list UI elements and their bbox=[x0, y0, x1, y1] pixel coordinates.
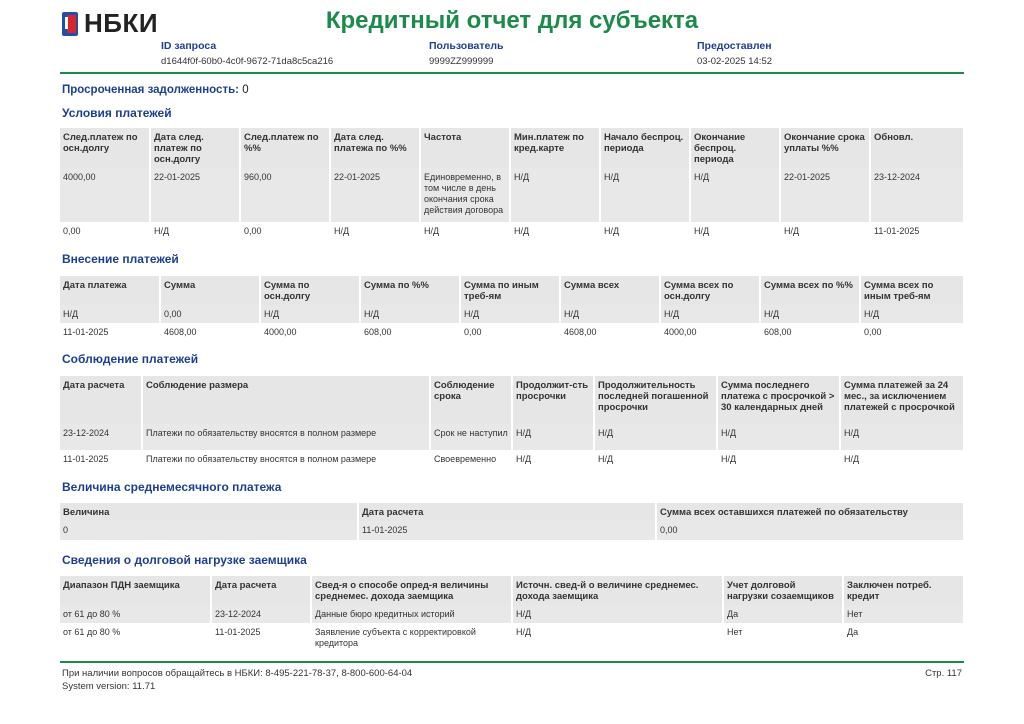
table-row bbox=[60, 605, 963, 623]
table-header-row bbox=[60, 503, 963, 521]
table-cell: 23-12-2024 bbox=[60, 424, 142, 450]
page-number: Стр. 117 bbox=[925, 668, 962, 679]
table-cell: Н/Д bbox=[690, 222, 780, 242]
footer-version: System version: 11.71 bbox=[62, 681, 156, 692]
overdue-value: 0 bbox=[242, 84, 249, 96]
table-row bbox=[60, 222, 963, 242]
column-header: Дата след. платеж по осн.долгу bbox=[150, 128, 240, 168]
column-header: След.платеж по %% bbox=[240, 128, 330, 168]
overdue-label: Просроченная задолженность: bbox=[62, 84, 239, 96]
table-cell: Платежи по обязательству вносятся в полном размере bbox=[142, 450, 430, 470]
column-header: Свед-я о способе опред-я величины среднемес. дохода заемщика bbox=[311, 576, 512, 605]
table-cell: 4000,00 bbox=[660, 323, 760, 341]
column-header: Дата расчета bbox=[60, 376, 142, 424]
request-meta bbox=[161, 40, 981, 70]
table-cell: Н/Д bbox=[512, 450, 594, 470]
table-cell: Н/Д bbox=[150, 222, 240, 242]
table-row bbox=[60, 168, 963, 222]
column-header: Учет долговой нагрузки созаемщиков bbox=[723, 576, 843, 605]
table-cell: 22-01-2025 bbox=[780, 168, 870, 222]
table-cell: 22-01-2025 bbox=[150, 168, 240, 222]
table-cell: Н/Д bbox=[420, 222, 510, 242]
table-cell: Н/Д bbox=[600, 168, 690, 222]
provided-block bbox=[697, 40, 772, 67]
column-header: Окончание беспроц. периода bbox=[690, 128, 780, 168]
table-cell: Н/Д bbox=[60, 305, 160, 323]
table-cell: 0,00 bbox=[860, 323, 963, 341]
table-cell: Н/Д bbox=[512, 623, 723, 652]
column-header: Величина bbox=[60, 503, 358, 521]
table-cell: 23-12-2024 bbox=[211, 605, 311, 623]
table-cell: 11-01-2025 bbox=[870, 222, 963, 242]
table-cell: Платежи по обязательству вносятся в полном размере bbox=[142, 424, 430, 450]
table-cell: Н/Д bbox=[860, 305, 963, 323]
table-cell: Н/Д bbox=[510, 222, 600, 242]
table-cell: 11-01-2025 bbox=[358, 521, 656, 540]
column-header: Мин.платеж по кред.карте bbox=[510, 128, 600, 168]
column-header: Заключен потреб. кредит bbox=[843, 576, 963, 605]
column-header: Сумма всех по иным треб-ям bbox=[860, 276, 963, 305]
column-header: Частота bbox=[420, 128, 510, 168]
column-header: Дата след. платежа по %% bbox=[330, 128, 420, 168]
table-cell: Н/Д bbox=[510, 168, 600, 222]
table-row bbox=[60, 424, 963, 450]
table-cell: 11-01-2025 bbox=[63, 327, 109, 337]
table-cell: 960,00 bbox=[240, 168, 330, 222]
column-header: Сумма последнего платежа с просрочкой > 30 календарных дней bbox=[717, 376, 840, 424]
column-header: Продолжительность последней погашенной просрочки bbox=[594, 376, 717, 424]
table-cell: Своевременно bbox=[430, 450, 512, 470]
table-cell: 4000,00 bbox=[260, 323, 360, 341]
table-cell: 11-01-2025 bbox=[63, 454, 109, 464]
footer-divider bbox=[60, 661, 964, 663]
section-title-compliance: Соблюдение платежей bbox=[62, 352, 199, 366]
request-id-block bbox=[161, 40, 333, 67]
column-header: Дата платежа bbox=[60, 276, 160, 305]
column-header: Сумма по %% bbox=[360, 276, 460, 305]
compliance-table bbox=[60, 376, 963, 470]
table-cell: от 61 до 80 % bbox=[63, 627, 121, 637]
table-cell: Данные бюро кредитных историй bbox=[311, 605, 512, 623]
column-header: Начало беспроц. периода bbox=[600, 128, 690, 168]
table-cell: 608,00 bbox=[360, 323, 460, 341]
payments-made-table bbox=[60, 276, 963, 341]
table-cell: Н/Д bbox=[360, 305, 460, 323]
table-row bbox=[60, 521, 963, 540]
table-cell: Н/Д bbox=[717, 450, 840, 470]
section-title-avg-payment: Величина среднемесячного платежа bbox=[62, 480, 282, 494]
table-cell: Н/Д bbox=[690, 168, 780, 222]
request-id-value: d1644f0f-60b0-4c0f-9672-71da8c5ca216 bbox=[161, 56, 334, 67]
column-header: Продолжит-сть просрочки bbox=[512, 376, 594, 424]
column-header: Сумма всех bbox=[560, 276, 660, 305]
user-value: 9999ZZ999999 bbox=[429, 56, 494, 67]
table-cell: Н/Д bbox=[840, 424, 963, 450]
table-cell: 4608,00 bbox=[160, 323, 260, 341]
table-row bbox=[60, 323, 963, 341]
user-block bbox=[429, 40, 503, 67]
user-label: Пользователь bbox=[429, 40, 504, 52]
logo-text: НБКИ bbox=[84, 8, 159, 38]
provided-label: Предоставлен bbox=[697, 40, 772, 52]
avg-payment-table bbox=[60, 503, 963, 540]
column-header: Соблюдение размера bbox=[142, 376, 430, 424]
payment-terms-table bbox=[60, 128, 963, 242]
table-cell: Да bbox=[843, 623, 963, 652]
footer-contact: При наличии вопросов обращайтесь в НБКИ: 8-495-221-78-37, 8-800-600-64-04 bbox=[62, 668, 413, 679]
table-cell: 11-01-2025 bbox=[211, 623, 311, 652]
column-header: Сумма по осн.долгу bbox=[260, 276, 360, 305]
table-cell: Н/Д bbox=[560, 305, 660, 323]
column-header: Сумма всех по %% bbox=[760, 276, 860, 305]
table-cell: Н/Д bbox=[600, 222, 690, 242]
column-header: Дата расчета bbox=[358, 503, 656, 521]
page-title: Кредитный отчет для субъекта bbox=[325, 7, 699, 34]
column-header: Окончание срока уплаты %% bbox=[780, 128, 870, 168]
column-header: Сумма платежей за 24 мес., за исключением платежей с просрочкой bbox=[840, 376, 963, 424]
table-cell: 22-01-2025 bbox=[330, 168, 420, 222]
table-cell: Н/Д bbox=[460, 305, 560, 323]
table-header-row bbox=[60, 128, 963, 168]
table-row bbox=[60, 305, 963, 323]
column-header: Сумма по иным треб-ям bbox=[460, 276, 560, 305]
overdue-debt bbox=[62, 84, 249, 96]
section-title-payments-made: Внесение платежей bbox=[62, 252, 179, 266]
table-row bbox=[60, 450, 963, 470]
table-cell: 0 bbox=[60, 521, 358, 540]
table-cell: Н/Д bbox=[760, 305, 860, 323]
table-cell: Н/Д bbox=[260, 305, 360, 323]
table-cell: 0,00 bbox=[160, 305, 260, 323]
table-cell: 0,00 bbox=[656, 521, 963, 540]
request-id-label: ID запроса bbox=[161, 40, 217, 52]
table-cell: Нет bbox=[723, 623, 843, 652]
section-title-debt-load: Сведения о долговой нагрузке заемщика bbox=[62, 553, 307, 567]
provided-value: 03-02-2025 14:52 bbox=[697, 56, 773, 67]
table-cell: 608,00 bbox=[760, 323, 860, 341]
table-cell: 0,00 bbox=[240, 222, 330, 242]
table-cell: Н/Д bbox=[330, 222, 420, 242]
table-header-row bbox=[60, 576, 963, 605]
table-cell: Срок не наступил bbox=[430, 424, 512, 450]
column-header: Диапазон ПДН заемщика bbox=[60, 576, 211, 605]
column-header: След.платеж по осн.долгу bbox=[60, 128, 150, 168]
table-cell: Н/Д bbox=[512, 424, 594, 450]
table-header-row bbox=[60, 276, 963, 305]
table-cell: 23-12-2024 bbox=[870, 168, 963, 222]
table-cell: Н/Д bbox=[717, 424, 840, 450]
column-header: Соблюдение срока bbox=[430, 376, 512, 424]
table-cell: от 61 до 80 % bbox=[60, 605, 211, 623]
table-cell: Н/Д bbox=[840, 450, 963, 470]
table-row bbox=[60, 623, 963, 652]
column-header: Источн. свед-й о величине среднемес. дохода заемщика bbox=[512, 576, 723, 605]
debt-load-table bbox=[60, 576, 963, 652]
column-header: Обновл. bbox=[870, 128, 963, 168]
column-header: Дата расчета bbox=[211, 576, 311, 605]
table-cell: Н/Д bbox=[780, 222, 870, 242]
column-header: Сумма bbox=[160, 276, 260, 305]
column-header: Сумма всех по осн.долгу bbox=[660, 276, 760, 305]
table-cell: 0,00 bbox=[63, 226, 81, 236]
table-cell: Нет bbox=[843, 605, 963, 623]
table-cell: Единовременно, в том числе в день окончания срока действия договора bbox=[420, 168, 510, 222]
table-cell: Н/Д bbox=[594, 450, 717, 470]
column-header: Сумма всех оставшихся платежей по обязательству bbox=[656, 503, 963, 521]
table-cell: Н/Д bbox=[594, 424, 717, 450]
table-cell: 4608,00 bbox=[560, 323, 660, 341]
table-cell: 4000,00 bbox=[60, 168, 150, 222]
table-cell: Заявление субъекта с корректировкой кредитора bbox=[311, 623, 512, 652]
table-cell: Н/Д bbox=[660, 305, 760, 323]
header-divider bbox=[60, 72, 964, 74]
table-cell: 0,00 bbox=[460, 323, 560, 341]
table-cell: Да bbox=[723, 605, 843, 623]
table-cell: Н/Д bbox=[512, 605, 723, 623]
table-header-row bbox=[60, 376, 963, 424]
section-title-payment-terms: Условия платежей bbox=[62, 106, 172, 120]
